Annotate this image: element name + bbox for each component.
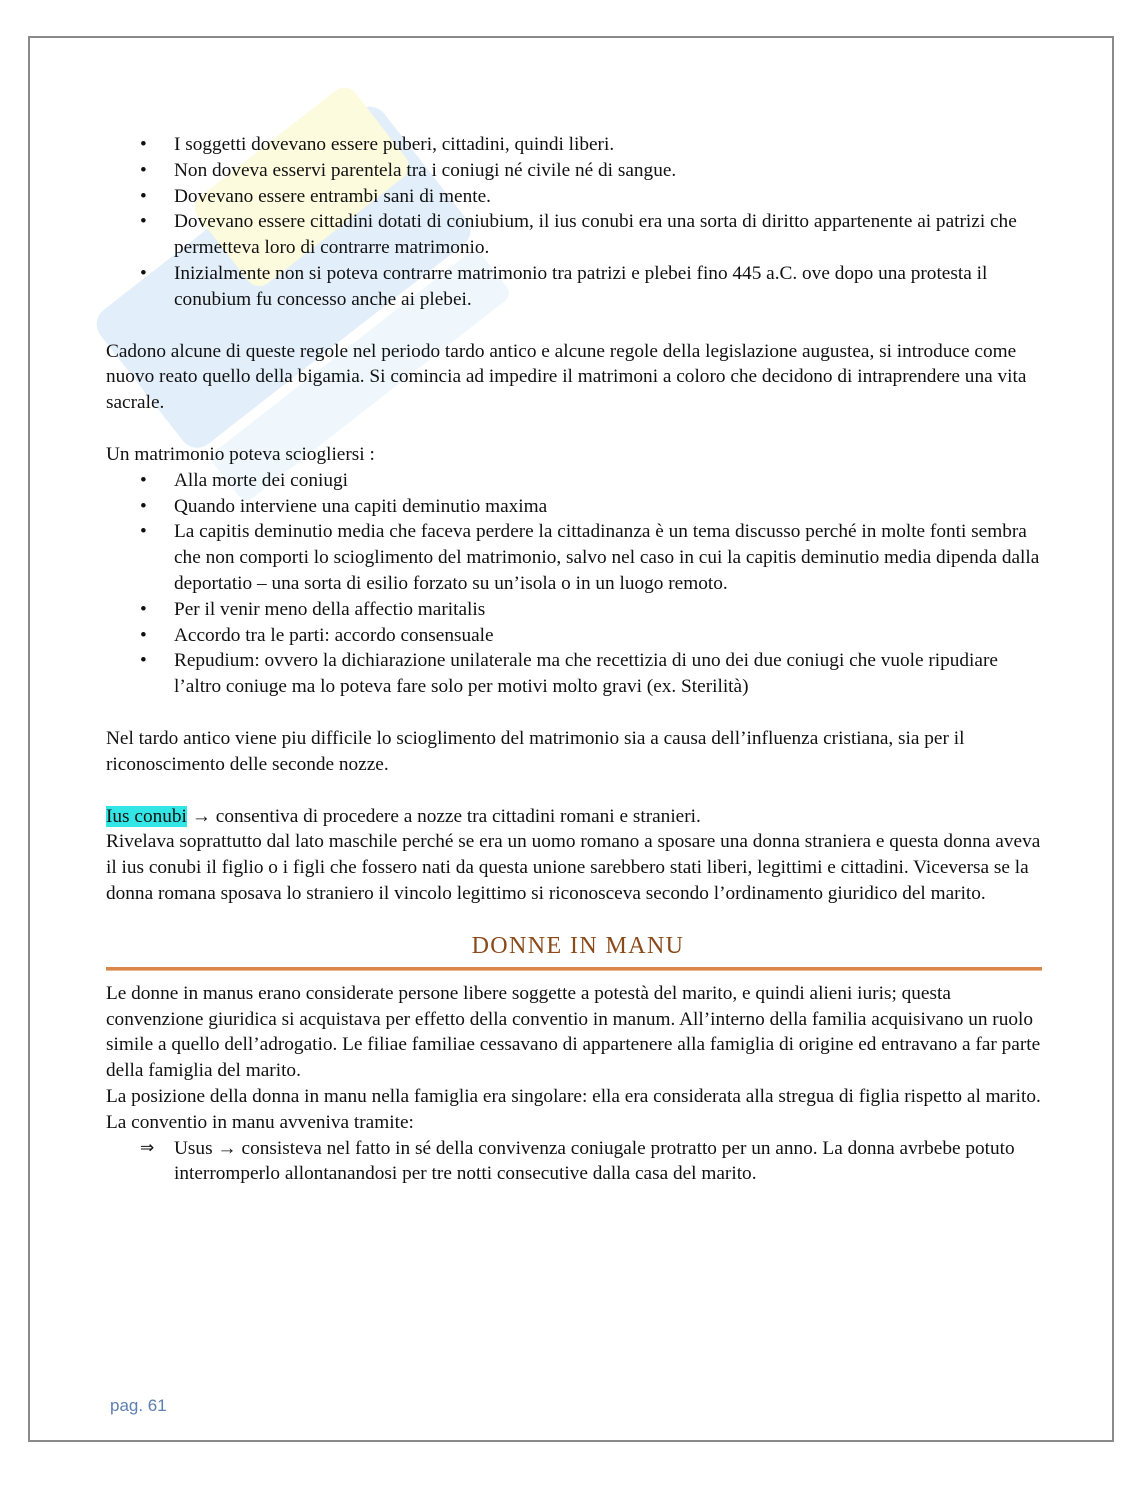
double-arrow-icon: ⇒ xyxy=(140,1137,155,1158)
paragraph-late-dissolution: Nel tardo antico viene piu difficile lo scioglimento del matrimonio sia a causa dell’influenza cristiana, sia per il riconoscimento delle seconde nozze. xyxy=(106,727,965,775)
list-item: • I soggetti dovevano essere puberi, cittadini, quindi liberi. xyxy=(106,132,1042,158)
page-content xyxy=(106,132,1042,1187)
page-number: pag. 61 xyxy=(110,1396,167,1415)
list-item: ⇒ Usus → consisteva nel fatto in sé della convivenza coniugale protratto per un anno. La donna avrbebe potuto interromperlo allontanandosi per tre notti consecutive dalla casa del marito. xyxy=(140,1137,1015,1185)
list-item: • Dovevano essere cittadini dotati di coniubium, il ius conubi era una sorta di diritto appartenente ai patrizi che permetteva loro di contrarre matrimonio. xyxy=(140,211,1017,259)
list-item: • Quando interviene una capiti deminutio maxima xyxy=(106,494,1042,520)
bullet-icon: • xyxy=(140,262,147,284)
bullet-icon: • xyxy=(140,469,147,491)
dissolution-list xyxy=(106,468,1042,700)
bullet-icon: • xyxy=(140,211,147,233)
ius-conubi-line: Ius conubi → consentiva di procedere a nozze tra cittadini romani e stranieri. xyxy=(106,805,701,827)
list-item: • La capitis deminutio media che faceva perdere la cittadinanza è un tema discusso perché in molte fonti sembra che non comporti lo scioglimento del matrimonio, salvo nel caso in cui la capitis deminutio media dipenda dalla deportatio – una sorta di esilio forzato su un’isola o in un luogo remoto. xyxy=(140,521,1040,594)
bullet-icon: • xyxy=(140,650,147,672)
bullet-icon: • xyxy=(140,598,147,620)
list-item: • Repudium: ovvero la dichiarazione unilaterale ma che recettizia di uno dei due coniugi che vuole ripudiare l’altro coniuge ma lo poteva fare solo per motivi molto gravi (ex. Sterilità) xyxy=(140,650,998,698)
arrow-icon: → xyxy=(191,805,211,827)
list-item: • Accordo tra le parti: accordo consensuale xyxy=(106,623,1042,649)
dissolution-intro: Un matrimonio poteva sciogliersi : xyxy=(106,443,375,465)
list-item: • Per il venir meno della affectio maritalis xyxy=(106,597,1042,623)
section-heading-block xyxy=(106,929,1042,975)
list-item: • Dovevano essere entrambi sani di mente. xyxy=(106,184,1042,210)
list-item: • Inizialmente non si poteva contrarre matrimonio tra patrizi e plebei fino 445 a.C. ove dopo una protesta il conubium fu concesso anche ai plebei. xyxy=(140,262,988,310)
requirements-list xyxy=(106,132,1042,313)
paragraph-conventio: La conventio in manu avveniva tramite: xyxy=(106,1111,414,1133)
paragraph-position: La posizione della donna in manu nella famiglia era singolare: ella era considerata alla stregua di figlia rispetto al marito. xyxy=(106,1085,1041,1107)
highlighted-term: Ius conubi xyxy=(106,805,187,827)
section-heading: DONNE IN MANU xyxy=(471,932,685,959)
bullet-icon: • xyxy=(140,495,147,517)
bullet-icon: • xyxy=(140,185,147,207)
paragraph-manus: Le donne in manus erano considerate persone libere soggette a potestà del marito, e quindi alieni iuris; questa convenzione giuridica si acquistava per effetto della conventio in manum. All’interno della familia acquisivano un ruolo simile a quello dell’adrogatio. Le filiae familiae cessavano di appartenere alla famiglia di origine ed entravano a far parte della famiglia del marito. xyxy=(106,982,1041,1082)
bullet-icon: • xyxy=(140,521,147,543)
bullet-icon: • xyxy=(140,624,147,646)
paragraph-ius-conubi: Rivelava soprattutto dal lato maschile perché se era un uomo romano a sposare una donna straniera e questa donna aveva il ius conubi il figlio o i figli che fossero nati da questa unione sarebbero stati liberi, legittimi e cittadini. Viceversa se la donna romana sposava lo straniero il vincolo legittimo si riconosceva secondo l’ordinamento giuridico del marito. xyxy=(106,831,1041,904)
heading-divider xyxy=(106,967,1042,971)
conventio-list xyxy=(106,1136,1042,1188)
list-item: • Non doveva esservi parentela tra i coniugi né civile né di sangue. xyxy=(106,158,1042,184)
arrow-icon: → xyxy=(217,1137,237,1159)
list-item: • Alla morte dei coniugi xyxy=(106,468,1042,494)
bullet-icon: • xyxy=(140,159,147,181)
paragraph-late-antiquity: Cadono alcune di queste regole nel periodo tardo antico e alcune regole della legislazione augustea, si introduce come nuovo reato quello della bigamia. Si comincia ad impedire il matrimoni a coloro che decidono di intraprendere una vita sacrale. xyxy=(106,340,1027,414)
bullet-icon: • xyxy=(140,134,147,155)
